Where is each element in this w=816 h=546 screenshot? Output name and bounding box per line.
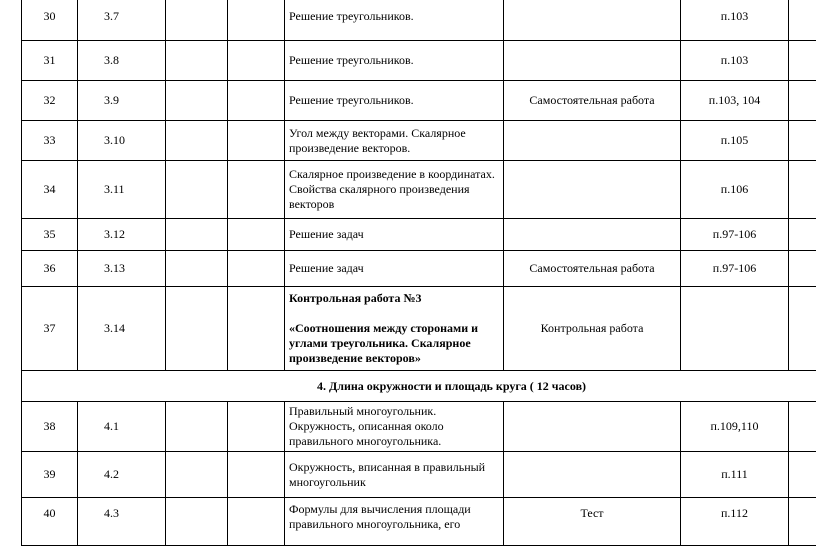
topic-line: правильного многоугольника. [289, 434, 441, 448]
topic-line: Угол между векторами. Скалярное [289, 126, 466, 140]
empty-cell [789, 452, 816, 498]
table-row [22, 121, 816, 161]
topic-line: векторов [289, 197, 334, 211]
section-title: 4. Длина окружности и площадь круга ( 12 часов) [22, 371, 816, 402]
empty-cell [228, 161, 285, 219]
lesson-number: 31 [22, 41, 78, 81]
lesson-topic [285, 402, 504, 452]
lesson-code: 3.14 [78, 287, 166, 371]
lesson-topic: Решение треугольников. [285, 81, 504, 121]
control-form: Самостоятельная работа [504, 81, 681, 121]
lesson-code: 3.8 [78, 41, 166, 81]
lesson-code: 3.12 [78, 219, 166, 251]
empty-cell [789, 498, 816, 546]
lesson-topic: Решение задач [285, 251, 504, 287]
table-row [22, 219, 816, 251]
lesson-number: 36 [22, 251, 78, 287]
textbook-paragraph [681, 287, 789, 371]
empty-cell [789, 287, 816, 371]
empty-cell [166, 161, 228, 219]
lesson-topic: Решение треугольников. [285, 0, 504, 41]
lesson-code: 3.11 [78, 161, 166, 219]
empty-cell [228, 219, 285, 251]
textbook-paragraph: п.106 [681, 161, 789, 219]
empty-cell [789, 81, 816, 121]
empty-cell [166, 498, 228, 546]
section-row [22, 371, 816, 402]
textbook-paragraph: п.97-106 [681, 251, 789, 287]
lesson-code: 4.3 [78, 498, 166, 546]
topic-line: произведение векторов. [289, 141, 410, 155]
lesson-number: 34 [22, 161, 78, 219]
lesson-number: 35 [22, 219, 78, 251]
empty-cell [228, 402, 285, 452]
lesson-code: 3.10 [78, 121, 166, 161]
topic-line: Свойства скалярного произведения [289, 182, 470, 196]
topic-line: произведение векторов» [289, 351, 499, 366]
empty-cell [228, 121, 285, 161]
lesson-number: 40 [22, 498, 78, 546]
topic-line: Скалярное произведение в координатах. [289, 167, 495, 181]
topic-line: Окружность, описанная около [289, 419, 444, 433]
table-row [22, 287, 816, 371]
control-form [504, 121, 681, 161]
empty-cell [166, 219, 228, 251]
table-row [22, 0, 816, 41]
empty-cell [228, 251, 285, 287]
lesson-code: 4.1 [78, 402, 166, 452]
lesson-topic [285, 161, 504, 219]
textbook-paragraph: п.111 [681, 452, 789, 498]
lesson-number: 33 [22, 121, 78, 161]
textbook-paragraph: п.103 [681, 0, 789, 41]
lesson-code: 3.13 [78, 251, 166, 287]
table-row [22, 402, 816, 452]
empty-cell [166, 121, 228, 161]
empty-cell [228, 81, 285, 121]
table-row [22, 498, 816, 546]
control-form [504, 161, 681, 219]
lesson-topic: Решение задач [285, 219, 504, 251]
empty-cell [228, 0, 285, 41]
table-row [22, 251, 816, 287]
lesson-number: 32 [22, 81, 78, 121]
empty-cell [166, 287, 228, 371]
control-form [504, 41, 681, 81]
table-row [22, 81, 816, 121]
lesson-topic [285, 452, 504, 498]
control-form: Самостоятельная работа [504, 251, 681, 287]
empty-cell [789, 161, 816, 219]
empty-cell [166, 452, 228, 498]
empty-cell [789, 219, 816, 251]
topic-line: многоугольник [289, 475, 366, 489]
lesson-number: 38 [22, 402, 78, 452]
lesson-code: 4.2 [78, 452, 166, 498]
empty-cell [789, 251, 816, 287]
topic-line: Окружность, вписанная в правильный [289, 460, 485, 474]
control-form [504, 0, 681, 41]
topic-line: правильного многоугольника, его [289, 517, 460, 531]
control-form [504, 402, 681, 452]
lesson-code: 3.9 [78, 81, 166, 121]
control-form [504, 219, 681, 251]
lesson-plan-table [21, 0, 816, 546]
control-form: Контрольная работа [504, 287, 681, 371]
topic-line: Правильный многоугольник. [289, 404, 436, 418]
blank-line [289, 306, 499, 321]
lesson-code: 3.7 [78, 0, 166, 41]
empty-cell [228, 287, 285, 371]
empty-cell [789, 121, 816, 161]
lesson-topic [285, 498, 504, 546]
textbook-paragraph: п.103, 104 [681, 81, 789, 121]
control-form [504, 452, 681, 498]
lesson-topic: Решение треугольников. [285, 41, 504, 81]
topic-line: «Соотношения между сторонами и [289, 321, 499, 336]
empty-cell [228, 452, 285, 498]
textbook-paragraph: п.103 [681, 41, 789, 81]
textbook-paragraph: п.109,110 [681, 402, 789, 452]
test-title: Контрольная работа №3 [289, 291, 499, 306]
empty-cell [166, 251, 228, 287]
lesson-number: 30 [22, 0, 78, 41]
empty-cell [789, 0, 816, 41]
empty-cell [166, 81, 228, 121]
lesson-number: 39 [22, 452, 78, 498]
table-row [22, 161, 816, 219]
table-row [22, 41, 816, 81]
textbook-paragraph: п.97-106 [681, 219, 789, 251]
empty-cell [166, 0, 228, 41]
topic-line: углами треугольника. Скалярное [289, 336, 499, 351]
textbook-paragraph: п.112 [681, 498, 789, 546]
textbook-paragraph: п.105 [681, 121, 789, 161]
lesson-topic [285, 121, 504, 161]
empty-cell [166, 402, 228, 452]
table-row [22, 452, 816, 498]
empty-cell [789, 41, 816, 81]
empty-cell [166, 41, 228, 81]
topic-line: Формулы для вычисления площади [289, 502, 471, 516]
control-form: Тест [504, 498, 681, 546]
empty-cell [228, 41, 285, 81]
empty-cell [789, 402, 816, 452]
lesson-number: 37 [22, 287, 78, 371]
lesson-topic [285, 287, 504, 371]
empty-cell [228, 498, 285, 546]
